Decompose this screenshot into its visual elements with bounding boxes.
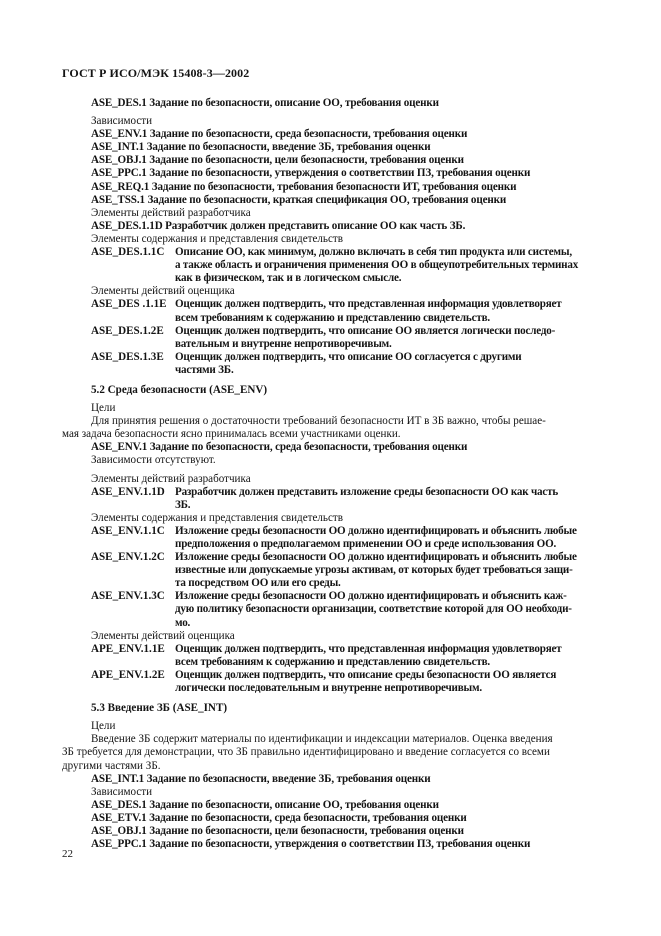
dependencies-label: Зависимости <box>91 115 153 128</box>
element-text: Оценщик должен подтвердить, что представленная информация удовлетворяет всем требованиям к содержанию и представлению свидетельств. <box>175 298 562 324</box>
evaluator-element <box>62 351 600 377</box>
paragraph-line: Для принятия решения о достаточности требований безопасности ИТ в ЗБ важно, чтобы решае- <box>91 415 546 428</box>
element-code: ASE_DES .1.1E <box>91 298 167 311</box>
element-code: ASE_DES.1.1C <box>91 246 165 259</box>
developer-element <box>62 486 600 512</box>
content-element <box>62 246 600 285</box>
goals-label: Цели <box>91 720 116 733</box>
dependency-item: ASE_OBJ.1 Задание по безопасности, цели безопасности, требования оценки <box>91 154 464 167</box>
content-element <box>62 551 600 590</box>
dependencies-label: Зависимости <box>91 785 153 798</box>
dependency-item: ASE_PPC.1 Задание по безопасности, утверждения о соответствии ПЗ, требования оценки <box>91 167 531 180</box>
element-code: ASE_ENV.1.1C <box>91 524 165 537</box>
component-title: ASE_INT.1 Задание по безопасности, введение ЗБ, требования оценки <box>91 772 431 785</box>
element-code: ASE_ENV.1.1D <box>91 485 165 498</box>
element-text: Изложение среды безопасности ОО должно идентифицировать и объяснить любые предположения о предполагаемом применении ОО и среде использования ОО. <box>175 524 577 550</box>
page-number: 22 <box>62 848 73 860</box>
element-code: APE_ENV.1.1E <box>91 642 165 655</box>
evaluator-element <box>62 669 600 695</box>
element-text: Описание ОО, как минимум, должно включать в себя тип продукта или системы, а также область и ограничения применения ОО в общеупотребительных терминах как в физическом, так и в логическом смысле. <box>175 246 579 285</box>
content-elements-label: Элементы содержания и представления свидетельств <box>91 232 343 245</box>
page-content <box>62 97 600 851</box>
dependency-item: ASE_PPC.1 Задание по безопасности, утверждения о соответствии ПЗ, требования оценки <box>91 838 531 851</box>
dependency-item: ASE_DES.1 Задание по безопасности, описание ОО, требования оценки <box>91 798 439 811</box>
element-text: Оценщик должен подтвердить, что описание среды безопасности ОО является логически последовательным и внутренне непротиворечивым. <box>175 668 557 695</box>
evaluator-element <box>62 325 600 351</box>
evaluator-actions-label: Элементы действий оценщика <box>91 629 235 642</box>
element-text: Изложение среды безопасности ОО должно идентифицировать и объяснить любые известные или допускаемые угрозы активам, от которых будет требоваться защи- та посредством ОО или его среды. <box>175 551 577 590</box>
content-element <box>62 590 600 629</box>
paragraph-line: мая задача безопасности ясно принималась всеми участниками оценки. <box>62 428 401 441</box>
element-code: ASE_DES.1.3E <box>91 350 164 363</box>
element-code: ASE_DES.1.2E <box>91 324 164 337</box>
element-text: Изложение среды безопасности ОО должно идентифицировать и объяснить каж- дую политику безопасности организации, соответствие которой для ОО необходи- мо. <box>175 590 572 629</box>
element-text: Оценщик должен подтвердить, что описание ОО является логически последо- вательным и внутренне непротиворечивым. <box>175 324 556 350</box>
dependency-item: ASE_INT.1 Задание по безопасности, введение ЗБ, требования оценки <box>91 141 431 154</box>
section-heading: 5.2 Среда безопасности (ASE_ENV) <box>91 383 268 396</box>
paragraph-line: Введение ЗБ содержит материалы по идентификации и индексации материалов. Оценка введения <box>91 733 553 746</box>
dependency-item: ASE_TSS.1 Задание по безопасности, краткая спецификация ОО, требования оценки <box>91 193 507 206</box>
evaluator-element <box>62 643 600 669</box>
paragraph-line: другими частями ЗБ. <box>62 759 161 772</box>
goals-label: Цели <box>91 402 116 415</box>
evaluator-actions-label: Элементы действий оценщика <box>91 285 235 298</box>
element-code: ASE_ENV.1.3C <box>91 590 165 603</box>
developer-element: ASE_DES.1.1D Разработчик должен представить описание ОО как часть ЗБ. <box>91 219 466 232</box>
component-title: ASE_ENV.1 Задание по безопасности, среда безопасности, требования оценки <box>91 441 468 454</box>
section-heading: 5.3 Введение ЗБ (ASE_INT) <box>91 702 228 715</box>
element-text: Оценщик должен подтвердить, что описание ОО согласуется с другими частями ЗБ. <box>175 350 522 376</box>
content-elements-label: Элементы содержания и представления свидетельств <box>91 511 343 524</box>
document-header: ГОСТ Р ИСО/МЭК 15408-3—2002 <box>62 66 250 80</box>
content-element <box>62 525 600 551</box>
developer-actions-label: Элементы действий разработчика <box>91 472 251 485</box>
element-text: Разработчик должен представить изложение среды безопасности ОО как часть ЗБ. <box>175 485 559 511</box>
element-code: ASE_ENV.1.2C <box>91 551 165 564</box>
developer-actions-label: Элементы действий разработчика <box>91 206 251 219</box>
dependency-item: ASE_ETV.1 Задание по безопасности, среда безопасности, требования оценки <box>91 811 467 824</box>
dependency-item: ASE_ENV.1 Задание по безопасности, среда безопасности, требования оценки <box>91 128 468 141</box>
element-code: APE_ENV.1.2E <box>91 668 165 681</box>
element-text: Оценщик должен подтвердить, что представленная информация удовлетворяет всем требованиям к содержанию и представлению свидетельств. <box>175 642 562 668</box>
dependency-item: ASE_OBJ.1 Задание по безопасности, цели безопасности, требования оценки <box>91 824 464 837</box>
evaluator-element <box>62 298 600 324</box>
paragraph-line: ЗБ требуется для демонстрации, что ЗБ правильно идентифицировано и введение согласуется со всеми <box>62 746 550 759</box>
dependency-item: ASE_REQ.1 Задание по безопасности, требования безопасности ИТ, требования оценки <box>91 180 517 193</box>
dependencies-text: Зависимости отсутствуют. <box>91 454 216 467</box>
component-title: ASE_DES.1 Задание по безопасности, описание ОО, требования оценки <box>91 97 439 109</box>
